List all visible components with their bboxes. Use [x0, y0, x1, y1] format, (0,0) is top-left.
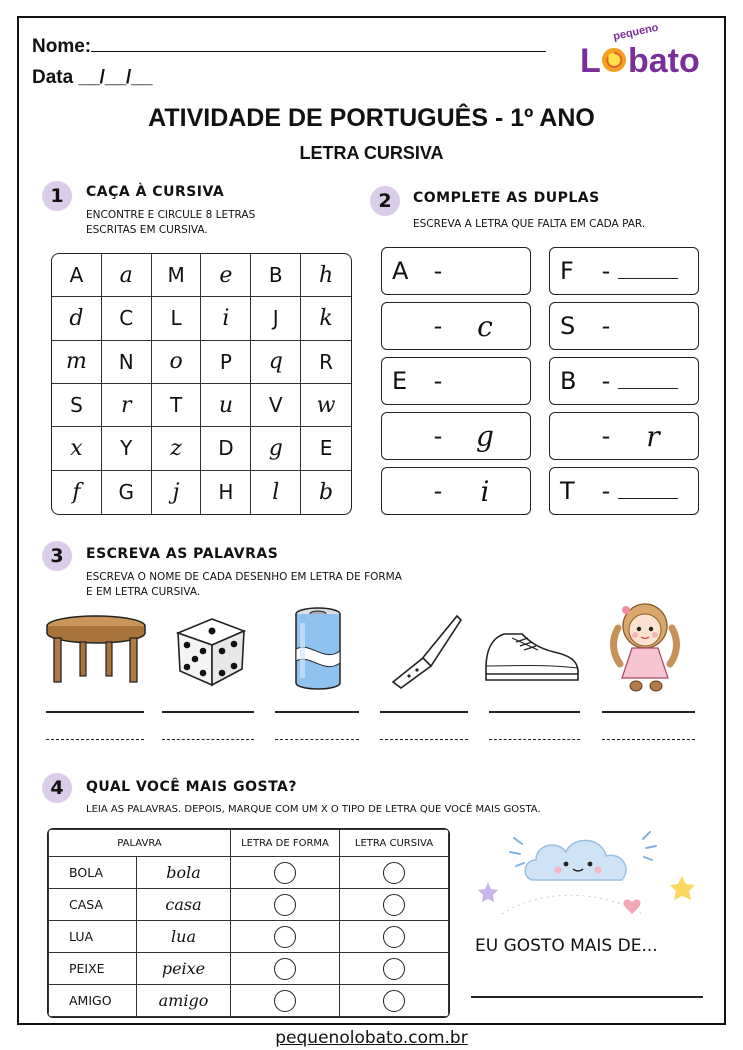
grid-cell[interactable]: o	[152, 341, 202, 384]
grid-cell[interactable]: e	[201, 254, 251, 297]
grid-cell[interactable]: A	[52, 254, 102, 297]
word-print: PEIXE	[49, 953, 137, 985]
page-subtitle: LETRA CURSIVA	[299, 143, 444, 163]
grid-cell[interactable]: m	[52, 341, 102, 384]
grid-cell[interactable]: i	[201, 297, 251, 340]
header-letra-cursiva: LETRA CURSIVA	[340, 830, 449, 857]
grid-cell[interactable]: C	[102, 297, 152, 340]
pair-dash: -	[433, 422, 443, 450]
pair-box[interactable]	[381, 467, 531, 515]
grid-cell[interactable]: H	[201, 471, 251, 514]
header-palavra: PALAVRA	[49, 830, 231, 857]
grid-cell[interactable]: G	[102, 471, 152, 514]
pair-left-letter: B	[560, 367, 577, 395]
print-writing-line[interactable]	[162, 711, 254, 713]
cursive-writing-line[interactable]	[46, 739, 144, 740]
section-1-title: CAÇA À CURSIVA	[86, 184, 225, 200]
word-print: AMIGO	[49, 985, 137, 1017]
print-writing-line[interactable]	[46, 711, 144, 713]
page-title: ATIVIDADE DE PORTUGUÊS - 1º ANO	[148, 104, 595, 132]
logo	[578, 22, 713, 80]
table-row	[49, 889, 449, 921]
pair-left-letter: E	[392, 367, 408, 395]
table-image	[44, 612, 148, 692]
cursive-writing-line[interactable]	[380, 739, 468, 740]
print-writing-line[interactable]	[380, 711, 468, 713]
grid-cell[interactable]: D	[201, 427, 251, 470]
grid-cell[interactable]: L	[152, 297, 202, 340]
section-3-title: ESCREVA AS PALAVRAS	[86, 546, 279, 562]
grid-cell[interactable]: E	[301, 427, 351, 470]
pair-box[interactable]	[381, 302, 531, 350]
pair-left-letter: A	[392, 257, 409, 285]
section-4-badge: 4	[42, 773, 72, 803]
grid-cell[interactable]: l	[251, 471, 301, 514]
svg-text:L: L	[580, 42, 601, 80]
grid-cell[interactable]: R	[301, 341, 351, 384]
cursive-writing-line[interactable]	[275, 739, 359, 740]
grid-cell[interactable]: d	[52, 297, 102, 340]
pair-right-letter	[618, 477, 688, 505]
answer-blank[interactable]	[618, 369, 678, 389]
grid-cell[interactable]: J	[251, 297, 301, 340]
choice-circle[interactable]	[383, 926, 405, 948]
choice-cursive-cell	[340, 889, 449, 921]
soda-can-image	[290, 605, 346, 695]
grid-cell[interactable]: b	[319, 479, 334, 505]
pair-right-letter: g	[476, 419, 494, 453]
word-cursive: bola	[137, 857, 231, 889]
grid-cell[interactable]: g	[251, 427, 301, 470]
table-row	[49, 857, 449, 889]
answer-blank[interactable]	[618, 259, 678, 279]
choice-circle[interactable]	[274, 990, 296, 1012]
section-4-instruction: LEIA AS PALAVRAS. DEPOIS, MARQUE COM UM X O TIPO DE LETRA QUE VOCÊ MAIS GOSTA.	[86, 804, 541, 815]
pair-left-letter: S	[560, 312, 576, 340]
section-2-title: COMPLETE AS DUPLAS	[413, 190, 600, 206]
footer-link[interactable]: pequenolobato.com.br	[275, 1028, 468, 1048]
choice-print-cell	[231, 889, 340, 921]
pair-right-letter: i	[480, 474, 490, 508]
dice-image	[172, 611, 250, 693]
grid-cell[interactable]: j	[152, 471, 202, 514]
cursive-writing-line[interactable]	[602, 739, 695, 740]
grid-cell[interactable]: h	[301, 254, 351, 297]
section-2-badge: 2	[370, 186, 400, 216]
cursive-writing-line[interactable]	[162, 739, 254, 740]
table-row	[49, 985, 449, 1017]
pair-right-letter	[618, 257, 688, 285]
choice-print-cell	[231, 953, 340, 985]
cloud-illustration	[472, 818, 702, 922]
word-cursive: amigo	[137, 985, 231, 1017]
choice-cursive-cell	[340, 985, 449, 1017]
grid-cell[interactable]: V	[251, 384, 301, 427]
doll-image	[604, 598, 686, 700]
pair-box[interactable]	[549, 247, 699, 295]
svg-text:bato: bato	[628, 42, 700, 80]
knife-image	[387, 612, 465, 696]
grid-cell[interactable]: a	[102, 254, 152, 297]
choice-cursive-cell	[340, 857, 449, 889]
choice-circle[interactable]	[383, 958, 405, 980]
choice-circle[interactable]	[274, 862, 296, 884]
choice-circle[interactable]	[383, 894, 405, 916]
grid-cell[interactable]: B	[251, 254, 301, 297]
section-1-instruction: ENCONTRE E CIRCULE 8 LETRAS ESCRITAS EM CURSIVA.	[86, 209, 256, 236]
pair-dash: -	[433, 367, 443, 395]
section-2-instruction: ESCREVA A LETRA QUE FALTA EM CADA PAR.	[413, 218, 646, 230]
grid-cell[interactable]: r	[102, 384, 152, 427]
pair-right-letter: r	[646, 419, 660, 453]
choice-circle[interactable]	[383, 862, 405, 884]
choice-cursive-cell	[340, 921, 449, 953]
word-cursive: lua	[137, 921, 231, 953]
letter-grid	[51, 253, 352, 515]
pair-dash: -	[601, 367, 611, 395]
choice-circle[interactable]	[274, 958, 296, 980]
pair-dash: -	[601, 477, 611, 505]
pair-right-letter: c	[477, 309, 493, 343]
grid-cell[interactable]: f	[52, 471, 102, 514]
grid-cell[interactable]: k	[301, 297, 351, 340]
word-print: BOLA	[49, 857, 137, 889]
grid-cell[interactable]: Y	[102, 427, 152, 470]
header-letra-forma: LETRA DE FORMA	[231, 830, 340, 857]
table-row	[49, 953, 449, 985]
pair-box[interactable]	[381, 412, 531, 460]
print-writing-line[interactable]	[602, 711, 695, 713]
pair-box[interactable]	[549, 302, 699, 350]
grid-cell[interactable]: u	[201, 384, 251, 427]
grid-cell[interactable]: z	[152, 427, 202, 470]
grid-cell[interactable]: w	[301, 384, 351, 427]
word-cursive: casa	[137, 889, 231, 921]
answer-blank[interactable]	[618, 479, 678, 499]
word-print: LUA	[49, 921, 137, 953]
section-1-badge: 1	[42, 181, 72, 211]
date-label[interactable]: Data __/__/__	[32, 67, 153, 88]
pair-dash: -	[601, 422, 611, 450]
svg-text:pequeno: pequeno	[612, 22, 660, 43]
grid-cell[interactable]: q	[251, 341, 301, 384]
grid-cell[interactable]: T	[152, 384, 202, 427]
word-cursive: peixe	[137, 953, 231, 985]
choice-circle[interactable]	[274, 926, 296, 948]
table-row	[49, 921, 449, 953]
prompt-text: EU GOSTO MAIS DE...	[475, 936, 658, 956]
shoe-image	[482, 620, 582, 692]
pair-dash: -	[601, 257, 611, 285]
pair-box[interactable]	[381, 357, 531, 405]
pair-dash: -	[601, 312, 611, 340]
section-3-instruction: ESCREVA O NOME DE CADA DESENHO EM LETRA DE FORMA E EM LETRA CURSIVA.	[86, 571, 402, 598]
choice-cursive-cell	[340, 953, 449, 985]
name-label: Nome:	[32, 36, 92, 57]
pair-right-letter	[618, 367, 688, 395]
word-print: CASA	[49, 889, 137, 921]
section-3-badge: 3	[42, 541, 72, 571]
pair-dash: -	[433, 257, 443, 285]
grid-cell[interactable]: P	[201, 341, 251, 384]
section-4-title: QUAL VOCÊ MAIS GOSTA?	[86, 779, 297, 795]
choice-circle[interactable]	[274, 894, 296, 916]
choice-print-cell	[231, 985, 340, 1017]
print-writing-line[interactable]	[489, 711, 580, 713]
cursive-writing-line[interactable]	[489, 739, 580, 740]
preference-table	[47, 828, 450, 1018]
pair-dash: -	[433, 312, 443, 340]
name-field[interactable]	[32, 34, 546, 58]
pair-left-letter: F	[560, 257, 574, 285]
grid-cell[interactable]: M	[152, 254, 202, 297]
choice-print-cell	[231, 921, 340, 953]
pair-dash: -	[433, 477, 443, 505]
pair-left-letter: T	[560, 477, 575, 505]
prompt-answer-line[interactable]	[471, 996, 703, 998]
pair-box[interactable]	[549, 412, 699, 460]
choice-print-cell	[231, 857, 340, 889]
pair-box[interactable]	[381, 247, 531, 295]
choice-circle[interactable]	[383, 990, 405, 1012]
grid-cell[interactable]: x	[52, 427, 102, 470]
pair-box[interactable]	[549, 357, 699, 405]
grid-cell[interactable]: S	[52, 384, 102, 427]
print-writing-line[interactable]	[275, 711, 359, 713]
pair-box[interactable]	[549, 467, 699, 515]
grid-cell[interactable]: N	[102, 341, 152, 384]
